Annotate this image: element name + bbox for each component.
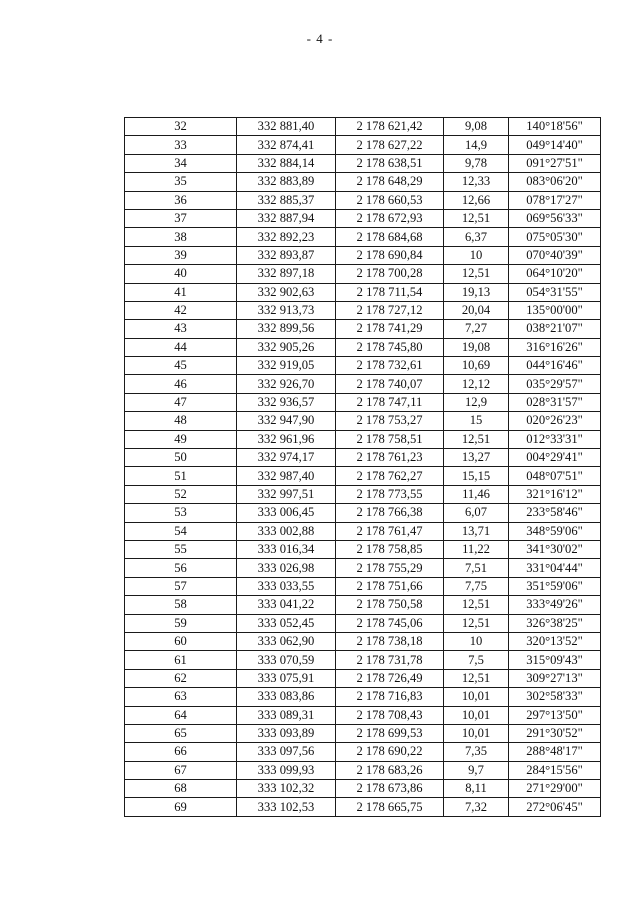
point-number-cell: 48 bbox=[125, 412, 237, 430]
distance-cell: 19,08 bbox=[444, 338, 509, 356]
y-coordinate-cell: 2 178 745,80 bbox=[336, 338, 444, 356]
table-row bbox=[125, 724, 601, 742]
distance-cell: 11,46 bbox=[444, 485, 509, 503]
coordinates-table-body bbox=[125, 118, 601, 817]
x-coordinate-cell: 333 097,56 bbox=[237, 743, 336, 761]
table-row bbox=[125, 559, 601, 577]
distance-cell: 7,51 bbox=[444, 559, 509, 577]
direction-angle-cell: 064°10'20" bbox=[509, 265, 601, 283]
x-coordinate-cell: 332 884,14 bbox=[237, 154, 336, 172]
direction-angle-cell: 233°58'46" bbox=[509, 504, 601, 522]
y-coordinate-cell: 2 178 755,29 bbox=[336, 559, 444, 577]
direction-angle-cell: 284°15'56" bbox=[509, 761, 601, 779]
distance-cell: 10,69 bbox=[444, 357, 509, 375]
point-number-cell: 62 bbox=[125, 669, 237, 687]
table-row bbox=[125, 375, 601, 393]
y-coordinate-cell: 2 178 773,55 bbox=[336, 485, 444, 503]
distance-cell: 10,01 bbox=[444, 688, 509, 706]
table-row bbox=[125, 338, 601, 356]
direction-angle-cell: 012°33'31" bbox=[509, 430, 601, 448]
direction-angle-cell: 297°13'50" bbox=[509, 706, 601, 724]
x-coordinate-cell: 332 881,40 bbox=[237, 118, 336, 136]
y-coordinate-cell: 2 178 753,27 bbox=[336, 412, 444, 430]
direction-angle-cell: 044°16'46" bbox=[509, 357, 601, 375]
x-coordinate-cell: 332 874,41 bbox=[237, 136, 336, 154]
x-coordinate-cell: 332 905,26 bbox=[237, 338, 336, 356]
table-row bbox=[125, 651, 601, 669]
point-number-cell: 51 bbox=[125, 467, 237, 485]
y-coordinate-cell: 2 178 766,38 bbox=[336, 504, 444, 522]
direction-angle-cell: 140°18'56" bbox=[509, 118, 601, 136]
direction-angle-cell: 048°07'51" bbox=[509, 467, 601, 485]
table-row bbox=[125, 522, 601, 540]
table-row bbox=[125, 614, 601, 632]
coordinates-table bbox=[124, 117, 601, 817]
point-number-cell: 59 bbox=[125, 614, 237, 632]
distance-cell: 10 bbox=[444, 246, 509, 264]
direction-angle-cell: 315°09'43" bbox=[509, 651, 601, 669]
direction-angle-cell: 091°27'51" bbox=[509, 154, 601, 172]
table-row bbox=[125, 209, 601, 227]
direction-angle-cell: 333°49'26" bbox=[509, 596, 601, 614]
page-number: - 4 - bbox=[306, 31, 334, 46]
y-coordinate-cell: 2 178 660,53 bbox=[336, 191, 444, 209]
y-coordinate-cell: 2 178 761,23 bbox=[336, 449, 444, 467]
y-coordinate-cell: 2 178 673,86 bbox=[336, 780, 444, 798]
distance-cell: 14,9 bbox=[444, 136, 509, 154]
distance-cell: 6,07 bbox=[444, 504, 509, 522]
table-row bbox=[125, 743, 601, 761]
direction-angle-cell: 020°26'23" bbox=[509, 412, 601, 430]
table-row bbox=[125, 596, 601, 614]
table-row bbox=[125, 485, 601, 503]
y-coordinate-cell: 2 178 672,93 bbox=[336, 209, 444, 227]
distance-cell: 7,5 bbox=[444, 651, 509, 669]
table-row bbox=[125, 632, 601, 650]
y-coordinate-cell: 2 178 716,83 bbox=[336, 688, 444, 706]
table-row bbox=[125, 393, 601, 411]
x-coordinate-cell: 332 887,94 bbox=[237, 209, 336, 227]
x-coordinate-cell: 333 102,32 bbox=[237, 780, 336, 798]
x-coordinate-cell: 332 893,87 bbox=[237, 246, 336, 264]
y-coordinate-cell: 2 178 699,53 bbox=[336, 724, 444, 742]
x-coordinate-cell: 333 083,86 bbox=[237, 688, 336, 706]
distance-cell: 12,51 bbox=[444, 596, 509, 614]
y-coordinate-cell: 2 178 741,29 bbox=[336, 320, 444, 338]
point-number-cell: 39 bbox=[125, 246, 237, 264]
x-coordinate-cell: 333 006,45 bbox=[237, 504, 336, 522]
direction-angle-cell: 083°06'20" bbox=[509, 173, 601, 191]
distance-cell: 7,35 bbox=[444, 743, 509, 761]
point-number-cell: 40 bbox=[125, 265, 237, 283]
y-coordinate-cell: 2 178 708,43 bbox=[336, 706, 444, 724]
distance-cell: 12,12 bbox=[444, 375, 509, 393]
y-coordinate-cell: 2 178 738,18 bbox=[336, 632, 444, 650]
distance-cell: 12,51 bbox=[444, 669, 509, 687]
x-coordinate-cell: 332 926,70 bbox=[237, 375, 336, 393]
direction-angle-cell: 331°04'44" bbox=[509, 559, 601, 577]
distance-cell: 20,04 bbox=[444, 301, 509, 319]
table-row bbox=[125, 761, 601, 779]
y-coordinate-cell: 2 178 762,27 bbox=[336, 467, 444, 485]
y-coordinate-cell: 2 178 745,06 bbox=[336, 614, 444, 632]
point-number-cell: 50 bbox=[125, 449, 237, 467]
direction-angle-cell: 135°00'00" bbox=[509, 301, 601, 319]
distance-cell: 10,01 bbox=[444, 706, 509, 724]
distance-cell: 11,22 bbox=[444, 540, 509, 558]
y-coordinate-cell: 2 178 711,54 bbox=[336, 283, 444, 301]
table-row bbox=[125, 798, 601, 816]
y-coordinate-cell: 2 178 732,61 bbox=[336, 357, 444, 375]
point-number-cell: 57 bbox=[125, 577, 237, 595]
point-number-cell: 53 bbox=[125, 504, 237, 522]
table-row bbox=[125, 430, 601, 448]
y-coordinate-cell: 2 178 750,58 bbox=[336, 596, 444, 614]
point-number-cell: 34 bbox=[125, 154, 237, 172]
x-coordinate-cell: 333 002,88 bbox=[237, 522, 336, 540]
table-row bbox=[125, 228, 601, 246]
point-number-cell: 52 bbox=[125, 485, 237, 503]
x-coordinate-cell: 332 974,17 bbox=[237, 449, 336, 467]
y-coordinate-cell: 2 178 683,26 bbox=[336, 761, 444, 779]
table-row bbox=[125, 357, 601, 375]
x-coordinate-cell: 332 987,40 bbox=[237, 467, 336, 485]
point-number-cell: 54 bbox=[125, 522, 237, 540]
table-row bbox=[125, 301, 601, 319]
point-number-cell: 37 bbox=[125, 209, 237, 227]
distance-cell: 19,13 bbox=[444, 283, 509, 301]
direction-angle-cell: 341°30'02" bbox=[509, 540, 601, 558]
direction-angle-cell: 288°48'17" bbox=[509, 743, 601, 761]
point-number-cell: 63 bbox=[125, 688, 237, 706]
x-coordinate-cell: 333 070,59 bbox=[237, 651, 336, 669]
distance-cell: 9,7 bbox=[444, 761, 509, 779]
point-number-cell: 47 bbox=[125, 393, 237, 411]
table-row bbox=[125, 467, 601, 485]
x-coordinate-cell: 332 897,18 bbox=[237, 265, 336, 283]
x-coordinate-cell: 333 041,22 bbox=[237, 596, 336, 614]
x-coordinate-cell: 332 913,73 bbox=[237, 301, 336, 319]
direction-angle-cell: 272°06'45" bbox=[509, 798, 601, 816]
table-row bbox=[125, 706, 601, 724]
x-coordinate-cell: 333 016,34 bbox=[237, 540, 336, 558]
distance-cell: 12,51 bbox=[444, 265, 509, 283]
distance-cell: 8,11 bbox=[444, 780, 509, 798]
point-number-cell: 42 bbox=[125, 301, 237, 319]
direction-angle-cell: 291°30'52" bbox=[509, 724, 601, 742]
direction-angle-cell: 004°29'41" bbox=[509, 449, 601, 467]
direction-angle-cell: 054°31'55" bbox=[509, 283, 601, 301]
distance-cell: 9,78 bbox=[444, 154, 509, 172]
point-number-cell: 69 bbox=[125, 798, 237, 816]
x-coordinate-cell: 332 899,56 bbox=[237, 320, 336, 338]
direction-angle-cell: 326°38'25" bbox=[509, 614, 601, 632]
point-number-cell: 55 bbox=[125, 540, 237, 558]
point-number-cell: 67 bbox=[125, 761, 237, 779]
table-row bbox=[125, 688, 601, 706]
x-coordinate-cell: 332 961,96 bbox=[237, 430, 336, 448]
y-coordinate-cell: 2 178 751,66 bbox=[336, 577, 444, 595]
table-row bbox=[125, 577, 601, 595]
distance-cell: 15 bbox=[444, 412, 509, 430]
x-coordinate-cell: 333 075,91 bbox=[237, 669, 336, 687]
y-coordinate-cell: 2 178 684,68 bbox=[336, 228, 444, 246]
table-row bbox=[125, 173, 601, 191]
distance-cell: 13,27 bbox=[444, 449, 509, 467]
y-coordinate-cell: 2 178 747,11 bbox=[336, 393, 444, 411]
table-row bbox=[125, 283, 601, 301]
point-number-cell: 45 bbox=[125, 357, 237, 375]
direction-angle-cell: 302°58'33" bbox=[509, 688, 601, 706]
x-coordinate-cell: 333 033,55 bbox=[237, 577, 336, 595]
distance-cell: 7,75 bbox=[444, 577, 509, 595]
direction-angle-cell: 320°13'52" bbox=[509, 632, 601, 650]
direction-angle-cell: 049°14'40" bbox=[509, 136, 601, 154]
y-coordinate-cell: 2 178 638,51 bbox=[336, 154, 444, 172]
table-row bbox=[125, 540, 601, 558]
point-number-cell: 65 bbox=[125, 724, 237, 742]
y-coordinate-cell: 2 178 690,22 bbox=[336, 743, 444, 761]
distance-cell: 13,71 bbox=[444, 522, 509, 540]
table-row bbox=[125, 669, 601, 687]
table-row bbox=[125, 449, 601, 467]
point-number-cell: 56 bbox=[125, 559, 237, 577]
x-coordinate-cell: 333 052,45 bbox=[237, 614, 336, 632]
direction-angle-cell: 038°21'07" bbox=[509, 320, 601, 338]
x-coordinate-cell: 332 885,37 bbox=[237, 191, 336, 209]
point-number-cell: 43 bbox=[125, 320, 237, 338]
y-coordinate-cell: 2 178 690,84 bbox=[336, 246, 444, 264]
direction-angle-cell: 351°59'06" bbox=[509, 577, 601, 595]
direction-angle-cell: 035°29'57" bbox=[509, 375, 601, 393]
x-coordinate-cell: 333 062,90 bbox=[237, 632, 336, 650]
distance-cell: 12,66 bbox=[444, 191, 509, 209]
point-number-cell: 64 bbox=[125, 706, 237, 724]
x-coordinate-cell: 333 093,89 bbox=[237, 724, 336, 742]
x-coordinate-cell: 333 089,31 bbox=[237, 706, 336, 724]
y-coordinate-cell: 2 178 740,07 bbox=[336, 375, 444, 393]
y-coordinate-cell: 2 178 758,85 bbox=[336, 540, 444, 558]
direction-angle-cell: 316°16'26" bbox=[509, 338, 601, 356]
y-coordinate-cell: 2 178 761,47 bbox=[336, 522, 444, 540]
distance-cell: 12,51 bbox=[444, 430, 509, 448]
y-coordinate-cell: 2 178 627,22 bbox=[336, 136, 444, 154]
table-row bbox=[125, 412, 601, 430]
x-coordinate-cell: 333 026,98 bbox=[237, 559, 336, 577]
table-row bbox=[125, 265, 601, 283]
x-coordinate-cell: 332 883,89 bbox=[237, 173, 336, 191]
distance-cell: 12,51 bbox=[444, 209, 509, 227]
y-coordinate-cell: 2 178 621,42 bbox=[336, 118, 444, 136]
x-coordinate-cell: 333 102,53 bbox=[237, 798, 336, 816]
distance-cell: 10,01 bbox=[444, 724, 509, 742]
direction-angle-cell: 069°56'33" bbox=[509, 209, 601, 227]
point-number-cell: 44 bbox=[125, 338, 237, 356]
point-number-cell: 61 bbox=[125, 651, 237, 669]
direction-angle-cell: 028°31'57" bbox=[509, 393, 601, 411]
direction-angle-cell: 321°16'12" bbox=[509, 485, 601, 503]
table-row bbox=[125, 246, 601, 264]
y-coordinate-cell: 2 178 726,49 bbox=[336, 669, 444, 687]
direction-angle-cell: 075°05'30" bbox=[509, 228, 601, 246]
distance-cell: 10 bbox=[444, 632, 509, 650]
x-coordinate-cell: 332 919,05 bbox=[237, 357, 336, 375]
point-number-cell: 66 bbox=[125, 743, 237, 761]
x-coordinate-cell: 332 947,90 bbox=[237, 412, 336, 430]
distance-cell: 6,37 bbox=[444, 228, 509, 246]
distance-cell: 12,9 bbox=[444, 393, 509, 411]
direction-angle-cell: 348°59'06" bbox=[509, 522, 601, 540]
point-number-cell: 32 bbox=[125, 118, 237, 136]
direction-angle-cell: 271°29'00" bbox=[509, 780, 601, 798]
table-row bbox=[125, 191, 601, 209]
point-number-cell: 46 bbox=[125, 375, 237, 393]
y-coordinate-cell: 2 178 700,28 bbox=[336, 265, 444, 283]
point-number-cell: 49 bbox=[125, 430, 237, 448]
table-row bbox=[125, 320, 601, 338]
point-number-cell: 36 bbox=[125, 191, 237, 209]
x-coordinate-cell: 332 936,57 bbox=[237, 393, 336, 411]
table-row bbox=[125, 154, 601, 172]
x-coordinate-cell: 332 997,51 bbox=[237, 485, 336, 503]
direction-angle-cell: 078°17'27" bbox=[509, 191, 601, 209]
distance-cell: 12,33 bbox=[444, 173, 509, 191]
x-coordinate-cell: 332 892,23 bbox=[237, 228, 336, 246]
distance-cell: 7,32 bbox=[444, 798, 509, 816]
point-number-cell: 33 bbox=[125, 136, 237, 154]
point-number-cell: 58 bbox=[125, 596, 237, 614]
direction-angle-cell: 070°40'39" bbox=[509, 246, 601, 264]
table-row bbox=[125, 118, 601, 136]
point-number-cell: 35 bbox=[125, 173, 237, 191]
distance-cell: 7,27 bbox=[444, 320, 509, 338]
table-row bbox=[125, 780, 601, 798]
table-row bbox=[125, 136, 601, 154]
table-row bbox=[125, 504, 601, 522]
distance-cell: 12,51 bbox=[444, 614, 509, 632]
point-number-cell: 38 bbox=[125, 228, 237, 246]
point-number-cell: 60 bbox=[125, 632, 237, 650]
distance-cell: 9,08 bbox=[444, 118, 509, 136]
y-coordinate-cell: 2 178 648,29 bbox=[336, 173, 444, 191]
y-coordinate-cell: 2 178 727,12 bbox=[336, 301, 444, 319]
y-coordinate-cell: 2 178 665,75 bbox=[336, 798, 444, 816]
y-coordinate-cell: 2 178 758,51 bbox=[336, 430, 444, 448]
point-number-cell: 41 bbox=[125, 283, 237, 301]
x-coordinate-cell: 333 099,93 bbox=[237, 761, 336, 779]
direction-angle-cell: 309°27'13" bbox=[509, 669, 601, 687]
distance-cell: 15,15 bbox=[444, 467, 509, 485]
y-coordinate-cell: 2 178 731,78 bbox=[336, 651, 444, 669]
point-number-cell: 68 bbox=[125, 780, 237, 798]
x-coordinate-cell: 332 902,63 bbox=[237, 283, 336, 301]
